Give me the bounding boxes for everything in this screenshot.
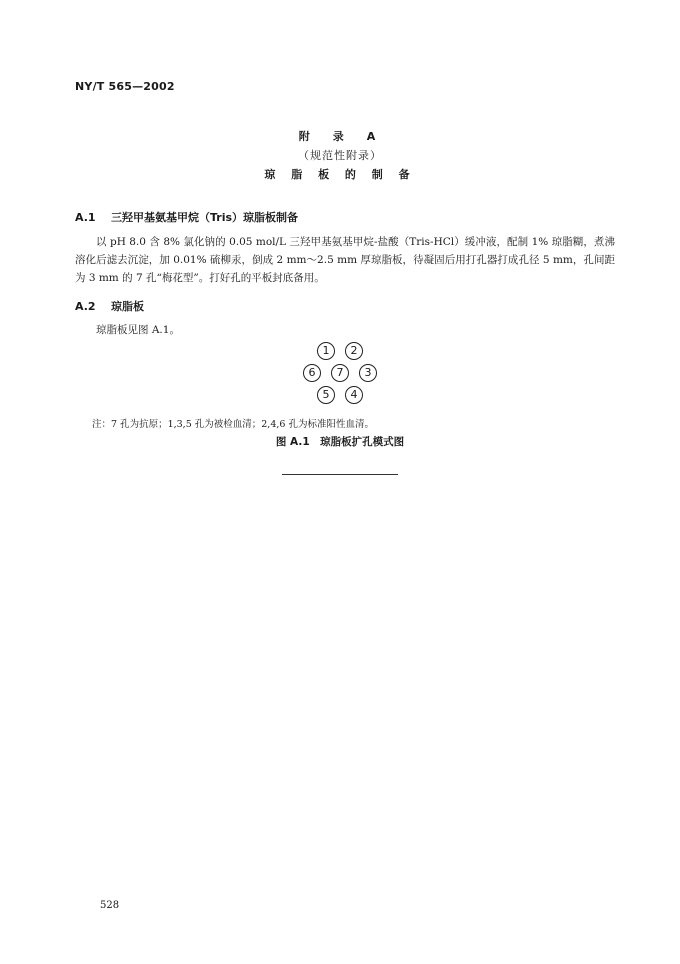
well-row-2 — [0, 364, 680, 384]
section-a2-paragraph: 琼脂板见图 A.1。 — [96, 324, 180, 336]
section-a1-heading — [75, 209, 298, 225]
standard-number: NY/T 565—2002 — [75, 80, 175, 93]
appendix-title: 附 录 A — [298, 130, 382, 143]
well-7: 7 — [331, 364, 349, 382]
well-5: 5 — [317, 386, 335, 404]
well-6: 6 — [303, 364, 321, 382]
appendix-subtitle: （规范性附录） — [298, 149, 382, 162]
well-2: 2 — [345, 342, 363, 360]
section-title: 三羟甲基氨基甲烷（Tris）琼脂板制备 — [111, 211, 299, 224]
well-row-3 — [0, 386, 680, 406]
well-1: 1 — [317, 342, 335, 360]
end-rule — [282, 474, 398, 475]
figure-caption: 图 A.1 琼脂板扩孔模式图 — [275, 436, 405, 448]
well-row-1 — [0, 342, 680, 362]
figure-note: 注：7 孔为抗原；1,3,5 孔为被检血清；2,4,6 孔为标准阳性血清。 — [92, 419, 374, 430]
well-4: 4 — [345, 386, 363, 404]
page-number: 528 — [100, 900, 120, 911]
appendix-heading: 琼 脂 板 的 制 备 — [264, 168, 416, 181]
section-title: 琼脂板 — [111, 300, 144, 313]
section-a1-paragraph: 以 pH 8.0 含 8% 氯化钠的 0.05 mol/L 三羟甲基氨基甲烷-盐酸（Tris-HCl）缓冲液，配制 1% 琼脂糊，煮沸溶化后滤去沉淀，加 0.01% 硫柳汞，倒成 2 mm～2.5 mm 厚琼脂板，待凝固后用打孔器打成孔径 5 mm，孔间距为 3 mm 的 7 孔“梅花型”。打好孔的平板封底备用。 — [75, 236, 615, 284]
section-number: A.1 — [75, 211, 96, 224]
section-a2-heading — [75, 298, 144, 314]
section-number: A.2 — [75, 300, 96, 313]
well-3: 3 — [359, 364, 377, 382]
